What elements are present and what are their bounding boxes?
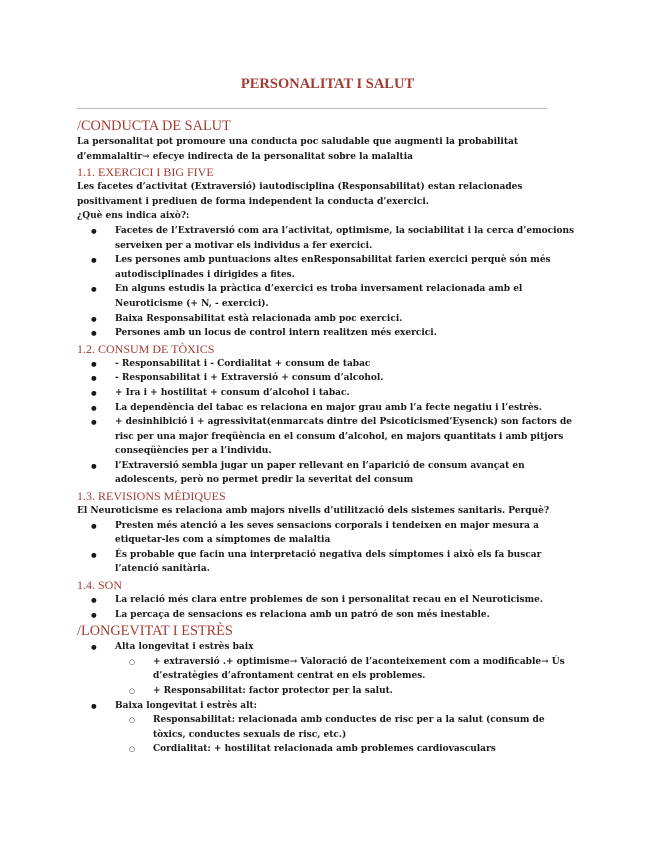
section-heading-longevitat: /LONGEVITAT I ESTRÈS <box>77 623 233 640</box>
list-item: ● La dependència del tabac es relaciona en major grau amb l’a fecte negatiu i l’estrès. <box>77 401 577 416</box>
bullet-list-longevitat <box>77 640 577 655</box>
paragraph-revisions: El Neuroticisme es relaciona amb majors nivells d’utilització dels sistemes sanitaris. Perquè? <box>77 506 550 517</box>
list-item: ● En alguns estudis la pràctica d’exercici es troba inversament relacionada amb el Neuroticisme (+ N, - exercici). <box>77 282 577 311</box>
list-item <box>77 699 577 714</box>
list-item: ● + Ira i + hostilitat + consum d’alcohol i tabac. <box>77 386 577 401</box>
paragraph-exercici: Les facetes d’activitat (Extraversió) iautodisciplina (Responsabilitat) estan relacionades positivament i prediuen de forma independent la conducta d’exercici. <box>77 182 523 207</box>
list-item: ○ + extraversió .+ optimisme→ Valoració de l’aconteixement com a modificable→ Ús d’estratègies d’afrontament centrat en els problemes. <box>115 655 577 684</box>
list-item: ● Baixa Responsabilitat està relacionada amb poc exercici. <box>77 312 577 327</box>
section-intro-conducta: La personalitat pot promoure una conducta poc saludable que augmenti la probabilitat d’emmalaltir→ efecye indirecta de la personalitat sobre la malaltia <box>77 137 518 162</box>
list-item: ● - Responsabilitat i + Extraversió + consum d’alcohol. <box>77 371 577 386</box>
list-item: ● Presten més atenció a les seves sensacions corporals i tendeixen en major mesura a etiquetar-les com a símptomes de malaltia <box>77 519 577 548</box>
list-item: ○ Responsabilitat: relacionada amb conductes de risc per a la salut (consum de tòxics, conductes sexuals de risc, etc.) <box>115 713 577 742</box>
subsection-heading-son: 1.4. SON <box>77 578 123 593</box>
list-item: ● + desinhibició i + agressivitat(enmarcats dintre del Psicoticismed’Eysenck) son factors de risc per una major freqüència en el consum d’alcohol, en majors quantitats i amb pitjors conseqüències per a l’individu. <box>77 415 577 459</box>
bullet-list-son <box>77 593 577 622</box>
list-item: ● La percaça de sensacions es relaciona amb un patró de son més inestable. <box>77 608 577 623</box>
list-item: ● Facetes de l’Extraversió com ara l’activitat, optimisme, la sociabilitat i la cerca d’emocions serveixen per a motivar els individus a fer exercici. <box>77 224 577 253</box>
list-item: ● És probable que facin una interpretació negativa dels símptomes i això els fa buscar l’atenció sanitària. <box>77 548 577 577</box>
bullet-list-toxics <box>77 357 577 488</box>
list-item: ● Les persones amb puntuacions altes enResponsabilitat farien exercici perquè són més autodisciplinades i dirigides a fites. <box>77 253 577 282</box>
list-item: ● - Responsabilitat i - Cordialitat + consum de tabac <box>77 357 577 372</box>
sub-list-baixa <box>77 713 577 757</box>
list-item: ○ + Responsabilitat: factor protector per la salut. <box>115 684 577 699</box>
group-label-baixa: Baixa longevitat i estrès alt: <box>115 700 258 711</box>
list-item <box>77 640 577 655</box>
sub-list-alta <box>77 655 577 699</box>
title-divider <box>77 108 547 109</box>
subsection-heading-exercici: 1.1. EXERCICI I BIG FIVE <box>77 165 214 180</box>
section-heading-conducta: /CONDUCTA DE SALUT <box>77 118 231 134</box>
page-title: PERSONALITAT I SALUT <box>240 76 415 92</box>
subsection-heading-toxics: 1.2. CONSUM DE TÒXICS <box>77 341 215 356</box>
document-body <box>77 117 577 757</box>
bullet-list-longevitat-2 <box>77 699 577 714</box>
bullet-list-exercici <box>77 224 577 341</box>
paragraph-question: ¿Què ens indica això?: <box>77 211 190 222</box>
list-item: ● l’Extraversió sembla jugar un paper rellevant en l’aparició de consum avançat en adolescents, però no permet predir la severitat del consum <box>77 459 577 488</box>
list-item: ○ Cordialitat: + hostilitat relacionada amb problemes cardiovasculars <box>115 742 577 757</box>
subsection-heading-revisions: 1.3. REVISIONS MÈDIQUES <box>77 489 226 504</box>
list-item: ● La relació més clara entre problemes de son i personalitat recau en el Neuroticisme. <box>77 593 577 608</box>
bullet-list-revisions <box>77 519 577 577</box>
list-item: ● Persones amb un locus de control intern realitzen més exercici. <box>77 326 577 341</box>
group-label-alta: Alta longevitat i estrès baix <box>115 642 254 653</box>
